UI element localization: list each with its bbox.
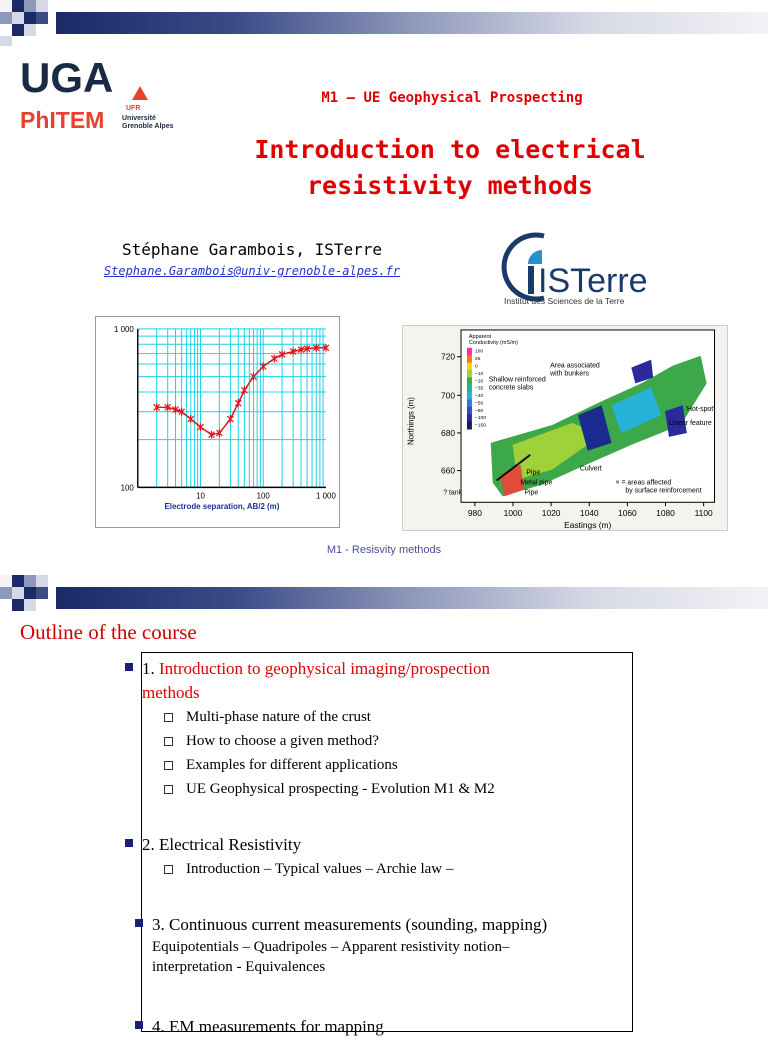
item-number: 1. — [142, 659, 159, 678]
colorbar-segment — [467, 422, 472, 430]
colorbar-segment — [467, 370, 472, 378]
hollow-square-bullet-icon — [164, 761, 173, 770]
data-point — [241, 386, 247, 394]
map-annotation: × = areas affected — [615, 479, 672, 487]
data-point — [188, 415, 194, 423]
colorbar-segment — [467, 392, 472, 400]
y-tick-label: 660 — [441, 465, 456, 476]
x-tick-label: 1060 — [618, 508, 637, 519]
x-tick-label: 1080 — [656, 508, 675, 519]
item-label: 4. EM measurements for mapping — [152, 1017, 384, 1036]
colorbar-segment — [467, 363, 472, 371]
hollow-square-bullet-icon — [164, 713, 173, 722]
colorbar-segment — [467, 399, 472, 407]
y-tick-label: 700 — [441, 390, 456, 401]
colorbar-title: Conductivity (mS/m) — [468, 339, 518, 346]
hollow-square-bullet-icon — [164, 865, 173, 874]
resistivity-sounding-chart — [95, 316, 340, 528]
course-name: M1 – UE Geophysical Prospecting — [321, 90, 583, 106]
colorbar-segment — [467, 348, 472, 356]
colorbar-tick-label: 0 — [474, 364, 478, 370]
map-annotation: with bunkers — [550, 370, 590, 378]
slide-header-decoration — [0, 0, 768, 46]
colorbar-tick-label: −20 — [474, 379, 484, 385]
slide-header-decoration — [0, 575, 768, 621]
x-axis-label: Electrode separation, AB/2 (m) — [164, 502, 280, 512]
colorbar-title: Apparent — [468, 333, 492, 340]
x-axis-label: Eastings (m) — [564, 520, 612, 531]
data-point — [198, 423, 204, 431]
x-tick-label: 10 — [196, 491, 205, 501]
map-annotation: Pipe — [524, 489, 539, 497]
hollow-square-bullet-icon — [164, 737, 173, 746]
map-annotation: concrete slabs — [488, 384, 534, 392]
map-annotation: 'Hot-spot' — [685, 406, 715, 414]
item-label: Introduction to geophysical imaging/prospection — [159, 659, 490, 678]
x-tick-label: 1100 — [694, 508, 713, 519]
svg-text:UFR: UFR — [126, 105, 141, 112]
square-bullet-icon — [125, 839, 133, 847]
map-annotation: Shallow reinforced — [488, 376, 546, 384]
conductivity-map — [402, 325, 728, 531]
colorbar-tick-label: −100 — [474, 416, 487, 422]
item-description-line-2: interpretation - Equivalences — [152, 959, 326, 975]
sub-item: Examples for different applications — [142, 753, 632, 777]
square-bullet-icon — [125, 663, 133, 671]
svg-text:Institut des Sciences de la Te: Institut des Sciences de la Terre — [504, 296, 625, 306]
isterre-logo — [502, 226, 662, 308]
map-annotation: by surface reinforcement — [625, 487, 702, 495]
item-label: 2. Electrical Resistivity — [142, 835, 302, 854]
colorbar-segment — [467, 377, 472, 385]
item-label: 3. Continuous current measurements (sounding, mapping) — [152, 915, 548, 934]
x-tick-label: 1000 — [503, 508, 523, 519]
map-annotation: Culvert — [579, 465, 602, 473]
map-annotation: ? tank — [443, 489, 463, 497]
data-point — [260, 362, 266, 370]
square-bullet-icon — [135, 919, 143, 927]
outline-item-1 — [142, 657, 632, 801]
x-tick-label: 100 — [256, 491, 270, 501]
author-name: Stéphane Garambois, ISTerre — [121, 240, 383, 259]
colorbar-tick-label: −40 — [474, 394, 484, 400]
colorbar-segment — [467, 355, 472, 363]
sub-item: How to choose a given method? — [142, 729, 632, 753]
svg-text:ISTerre: ISTerre — [538, 262, 648, 300]
map-annotation: Linear feature — [668, 420, 712, 428]
data-point — [271, 355, 277, 363]
uga-phitem-logo — [20, 56, 190, 136]
y-axis-label: Northings (m) — [406, 397, 416, 446]
y-tick-label: 100 — [120, 483, 134, 493]
x-tick-label: 1020 — [541, 508, 561, 519]
y-tick-label: 680 — [441, 427, 456, 438]
hollow-square-bullet-icon — [164, 785, 173, 794]
item-description-line-1: Equipotentials – Quadripoles – Apparent resistivity notion– — [152, 939, 510, 955]
x-tick-label: 1040 — [579, 508, 599, 519]
x-tick-label: 1 000 — [316, 491, 336, 501]
map-annotation: Pipe — [526, 469, 541, 477]
x-tick-label: 980 — [467, 508, 482, 519]
colorbar-segment — [467, 414, 472, 422]
outline-item-2 — [142, 833, 632, 881]
svg-text:UGA: UGA — [20, 54, 114, 101]
colorbar-tick-label: 100 — [474, 349, 484, 355]
outline-item-4 — [152, 1015, 642, 1039]
colorbar-tick-label: −50 — [474, 401, 484, 407]
colorbar-tick-label: −60 — [474, 408, 484, 414]
colorbar-segment — [467, 385, 472, 393]
item-label-continued: methods — [142, 683, 200, 702]
colorbar-tick-label: −10 — [474, 371, 484, 377]
data-point — [227, 415, 233, 423]
data-point — [235, 399, 241, 407]
sub-item: Introduction – Typical values – Archie law – — [142, 857, 632, 881]
author-email-link[interactable]: Stephane.Garambois@univ-grenoble-alpes.fr — [103, 264, 401, 278]
colorbar-tick-label: −35 — [474, 386, 484, 392]
title-line-1: Introduction to electrical — [254, 135, 646, 164]
y-tick-label: 720 — [441, 351, 456, 362]
slide-footer: M1 - Resisvity methods — [326, 544, 442, 556]
outline-item-3 — [152, 913, 642, 977]
map-annotation: Area associated — [550, 362, 600, 370]
colorbar-tick-label: 25 — [474, 357, 481, 363]
title-line-2: resistivity methods — [307, 171, 593, 200]
outline-heading: Outline of the course — [20, 620, 197, 644]
outline-slide — [0, 575, 768, 1036]
svg-text:Grenoble Alpes: Grenoble Alpes — [122, 123, 174, 130]
square-bullet-icon — [135, 1021, 143, 1029]
sub-item: UE Geophysical prospecting - Evolution M1 & M2 — [142, 777, 632, 801]
sub-item: Multi-phase nature of the crust — [142, 705, 632, 729]
y-tick-label: 1 000 — [114, 324, 134, 334]
svg-text:Université: Université — [122, 115, 156, 122]
colorbar-tick-label: −150 — [474, 423, 487, 429]
outline-box — [141, 652, 633, 1036]
colorbar-segment — [467, 407, 472, 415]
chart-grid — [138, 329, 326, 487]
map-annotation: Metal pipe — [520, 479, 553, 487]
svg-text:PhITEM: PhITEM — [20, 107, 105, 133]
slide-title — [230, 132, 670, 204]
